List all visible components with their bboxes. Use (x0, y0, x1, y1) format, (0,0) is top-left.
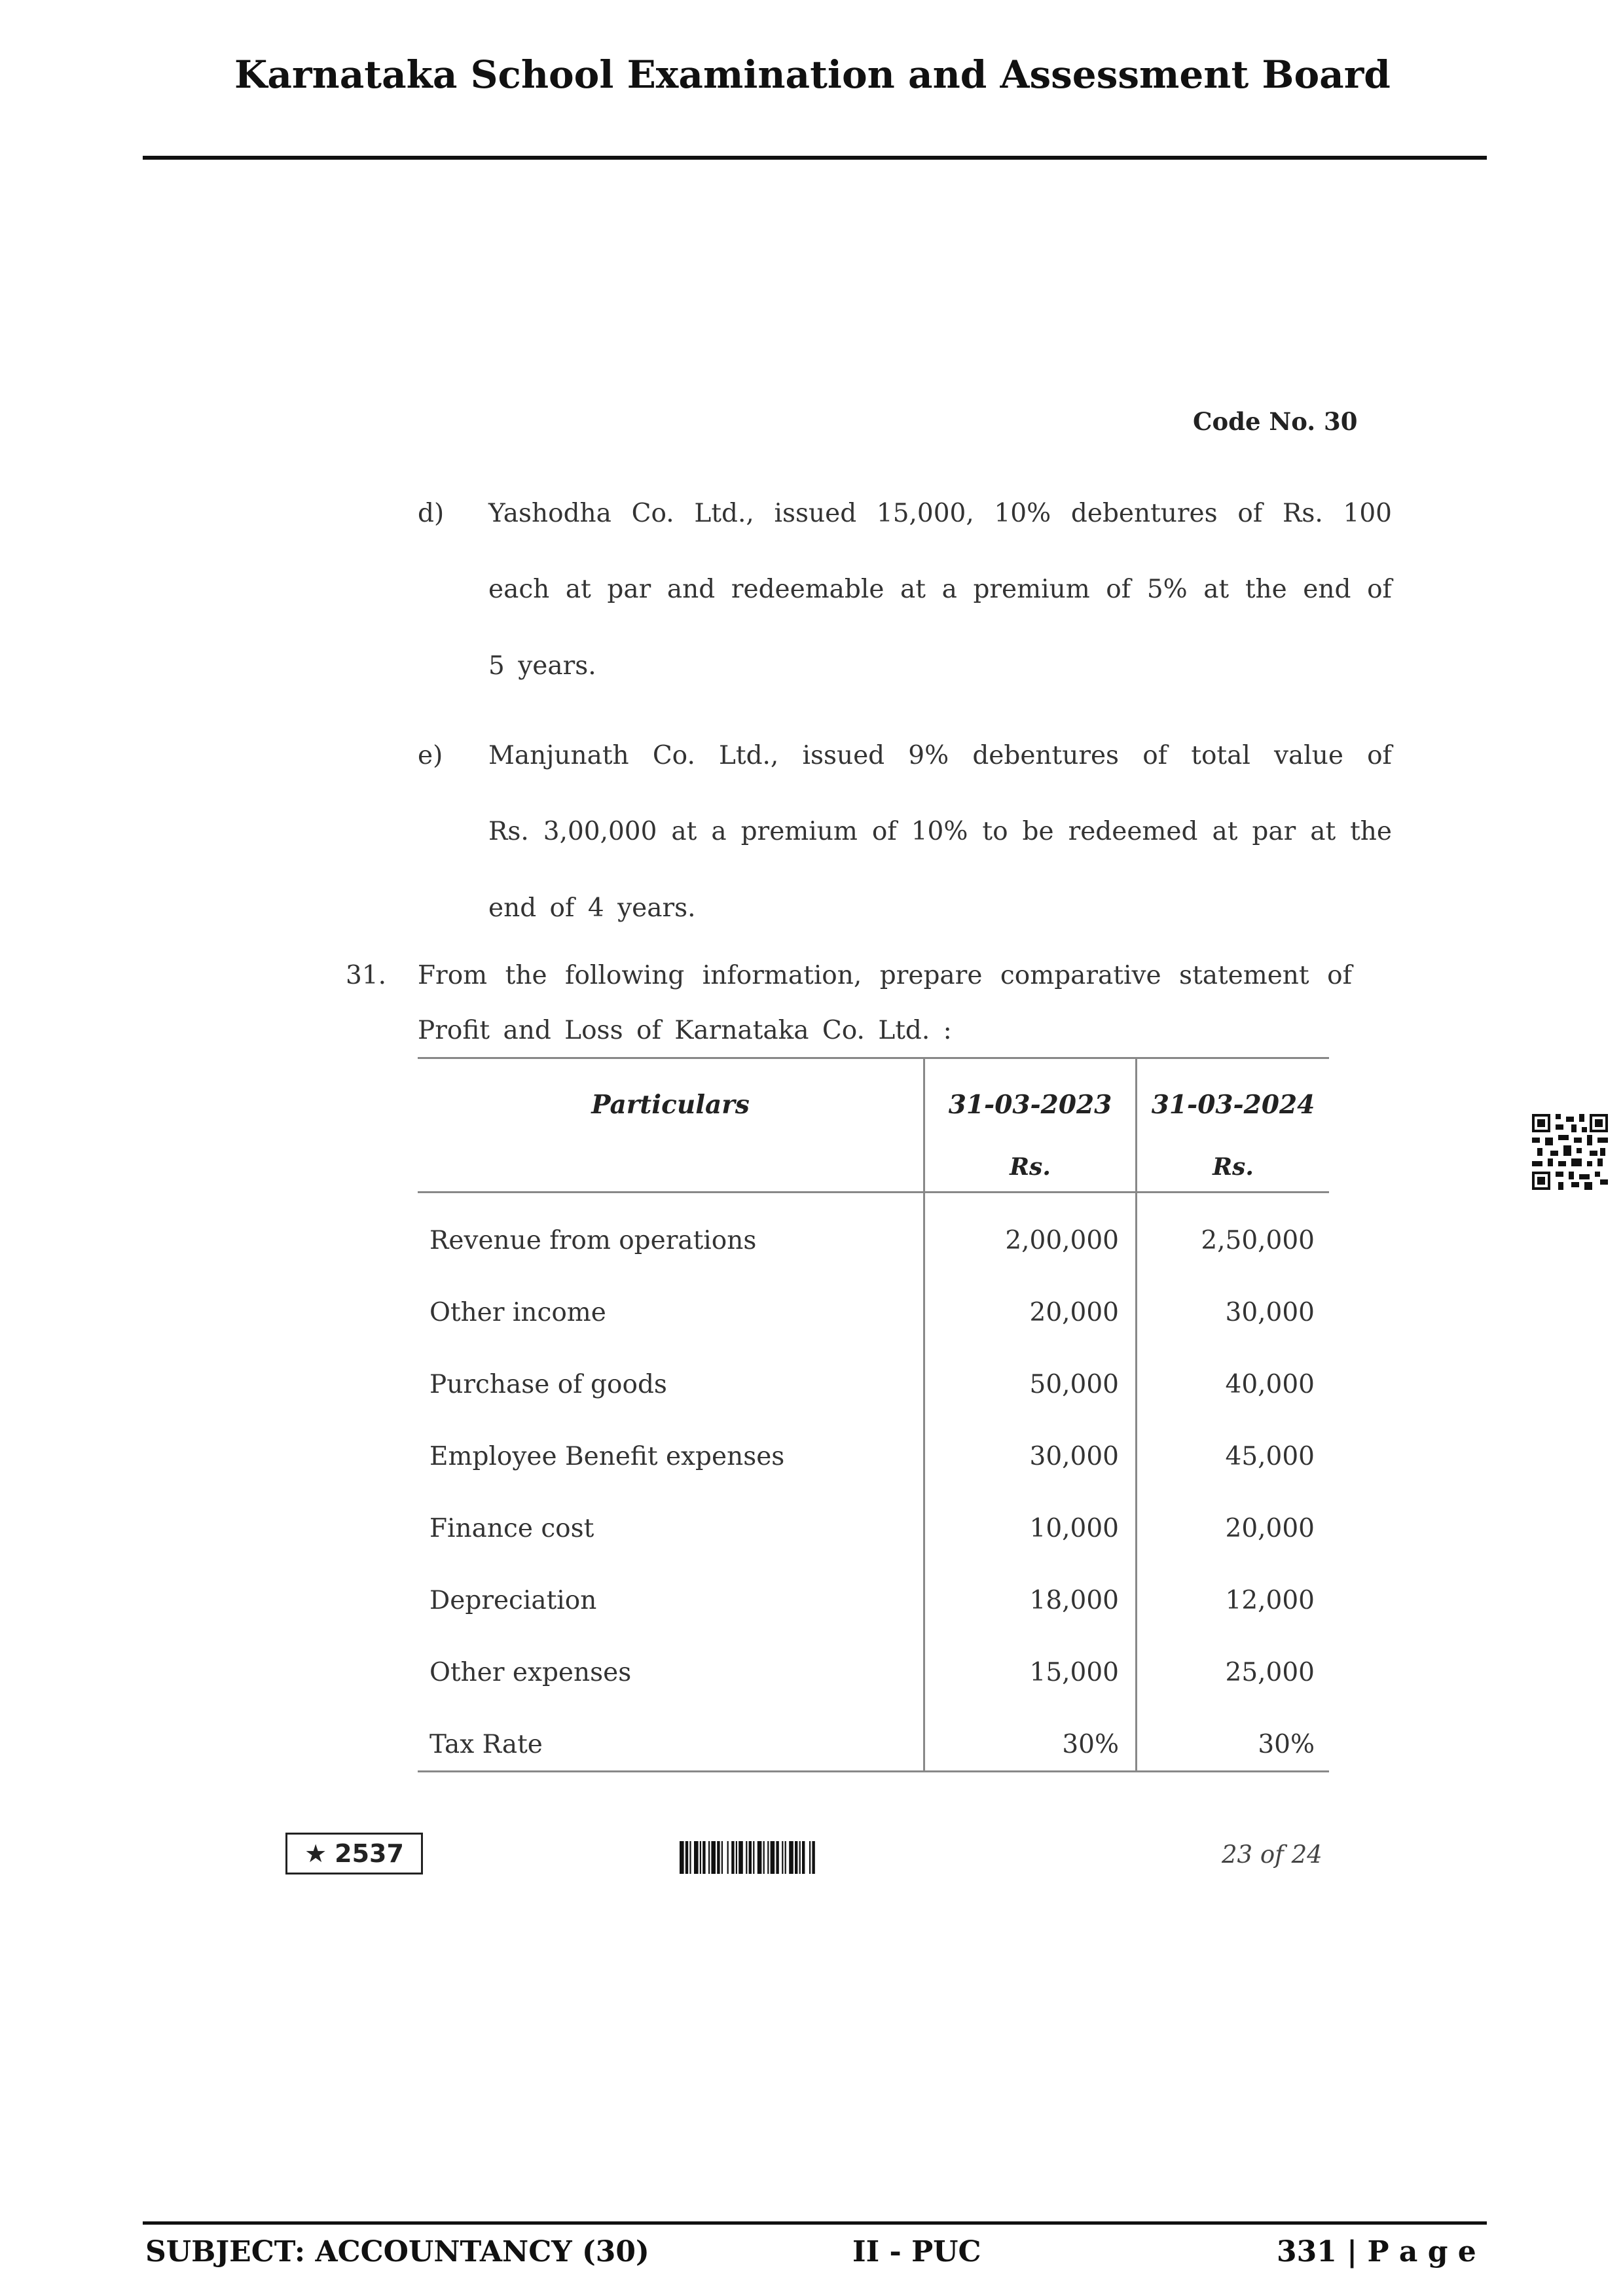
table-row-label: Purchase of goods (429, 1370, 667, 1399)
header-particulars: Particulars (591, 1090, 750, 1120)
header-unit-2023: Rs. (1010, 1153, 1051, 1181)
table-cell-2023: 30,000 (1029, 1442, 1119, 1471)
code-number: Code No. 30 (1193, 407, 1358, 436)
item-d-line3: 5 years. (488, 651, 596, 681)
table-row-label: Employee Benefit expenses (429, 1442, 785, 1471)
table-cell-2024: 30,000 (1225, 1298, 1315, 1327)
table-cell-2023: 10,000 (1029, 1514, 1119, 1543)
table-cell-2024: 2,50,000 (1201, 1226, 1315, 1255)
table-cell-2024: 45,000 (1225, 1442, 1315, 1471)
table-cell-2024: 30% (1258, 1730, 1315, 1759)
item-e-line3: end of 4 years. (488, 893, 696, 923)
table-cell-2023: 18,000 (1029, 1586, 1119, 1615)
table-cell-2023: 2,00,000 (1005, 1226, 1119, 1255)
paper-code: 2537 (335, 1839, 404, 1868)
question-31-line1: From the following information, prepare comparative statement of (418, 961, 1352, 990)
item-d-line1: Yashodha Co. Ltd., issued 15,000, 10% debentures of Rs. 100 (488, 499, 1392, 528)
table-top-rule (418, 1057, 1329, 1059)
table-row-label: Revenue from operations (429, 1226, 757, 1255)
header-rule (143, 156, 1487, 160)
footer-rule (143, 2221, 1487, 2225)
item-e-line1: Manjunath Co. Ltd., issued 9% debentures of total value of (488, 741, 1392, 770)
qr-code (1532, 1114, 1608, 1190)
footer-page-number: 331 | P a g e (1277, 2235, 1476, 2269)
item-e-line2: Rs. 3,00,000 at a premium of 10% to be redeemed at par at the (488, 817, 1392, 846)
question-31-line2: Profit and Loss of Karnataka Co. Ltd. : (418, 1016, 952, 1045)
table-header-rule (418, 1191, 1329, 1193)
table-cell-2023: 30% (1062, 1730, 1119, 1759)
table-row-label: Finance cost (429, 1514, 594, 1543)
star-icon: ★ (304, 1839, 327, 1868)
table-cell-2023: 50,000 (1029, 1370, 1119, 1399)
item-d-line2: each at par and redeemable at a premium of 5% at the end of (488, 575, 1392, 604)
table-cell-2024: 20,000 (1225, 1514, 1315, 1543)
table-row-label: Other expenses (429, 1658, 632, 1687)
header-year-2023: 31-03-2023 (948, 1090, 1112, 1120)
paper-code-box (285, 1833, 423, 1874)
board-title: Karnataka School Examination and Assessment Board (234, 52, 1391, 97)
item-d-label: d) (418, 499, 445, 528)
barcode (680, 1841, 902, 1874)
table-row-label: Depreciation (429, 1586, 597, 1615)
inner-page-number: 23 of 24 (1222, 1840, 1322, 1869)
item-e-label: e) (418, 741, 443, 770)
table-bottom-rule (418, 1770, 1329, 1772)
header-unit-2024: Rs. (1213, 1153, 1254, 1181)
footer-class: II - PUC (852, 2235, 981, 2269)
header-year-2024: 31-03-2024 (1151, 1090, 1315, 1120)
table-cell-2024: 12,000 (1225, 1586, 1315, 1615)
table-row-label: Other income (429, 1298, 606, 1327)
table-cell-2024: 25,000 (1225, 1658, 1315, 1687)
table-cell-2023: 20,000 (1029, 1298, 1119, 1327)
table-cell-2023: 15,000 (1029, 1658, 1119, 1687)
footer-subject: SUBJECT: ACCOUNTANCY (30) (145, 2235, 649, 2269)
table-cell-2024: 40,000 (1225, 1370, 1315, 1399)
table-row-label: Tax Rate (429, 1730, 543, 1759)
question-31-number: 31. (346, 961, 387, 990)
